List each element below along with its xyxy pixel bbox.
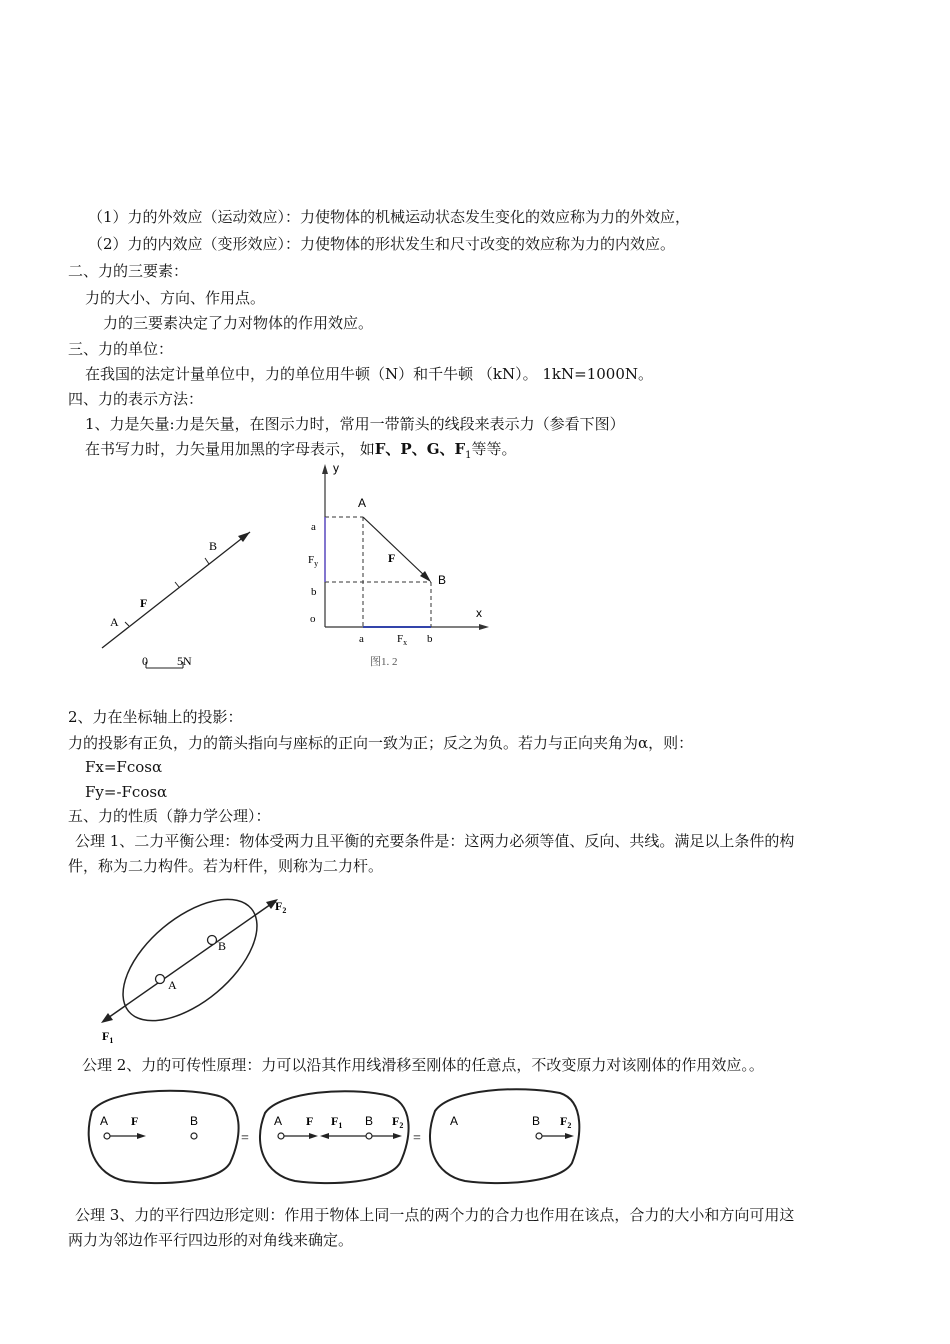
point-a-label: A <box>100 1114 109 1128</box>
scale-zero-label: 0 <box>142 654 148 668</box>
force-f2-label <box>392 1114 403 1130</box>
text-line: 公理 2、力的可传性原理：力可以沿其作用线滑移至刚体的任意点，不改变原力对该刚体的作用效应。。 <box>82 1056 764 1074</box>
f2-letter: F <box>392 1114 400 1128</box>
point-a-label: A <box>110 615 119 629</box>
projection-figure <box>300 460 495 670</box>
force-f1-label <box>331 1114 342 1130</box>
text-line: 两力为邻边作平行四边形的对角线来确定。 <box>68 1231 354 1249</box>
text-span: 在书写力时，力矢量用加黑的字母表示， 如 <box>85 440 375 458</box>
point-b-label: B <box>218 939 227 953</box>
point-b-label: B <box>438 573 447 587</box>
text-span: 等等。 <box>471 440 517 458</box>
transmissibility-figure <box>80 1083 590 1189</box>
text-line: （1）力的外效应（运动效应）：力使物体的机械运动状态发生变化的效应称为力的外效应， <box>88 208 691 226</box>
point-b-label: B <box>532 1114 541 1128</box>
text-line: 件，称为二力构件。若为杆件，则称为二力杆。 <box>68 857 384 875</box>
fy-label <box>308 554 318 568</box>
text-line: 2、力在坐标轴上的投影： <box>68 708 243 726</box>
formula: Fy=-Fcosα <box>85 783 168 801</box>
point-a-label: A <box>358 496 367 510</box>
text-line: 公理 3、力的平行四边形定则：作用于物体上同一点的两个力的合力也作用在该点，合力的大小和方向可用这 <box>75 1206 795 1224</box>
section-heading: 三、力的单位： <box>68 340 174 358</box>
f1-letter: F <box>102 1029 110 1043</box>
point-a-label: A <box>274 1114 283 1128</box>
text-line: 1、力是矢量:力是矢量，在图示力时，常用一带箭头的线段来表示力（参看下图） <box>85 415 625 433</box>
origin-label: o <box>310 613 316 625</box>
text-line: 力的三要素决定了力对物体的作用效应。 <box>103 314 374 332</box>
f2-sub: 2 <box>399 1121 404 1130</box>
f2-letter: F <box>560 1114 568 1128</box>
x-axis-label: x <box>476 606 482 620</box>
section-heading: 二、力的三要素： <box>68 262 189 280</box>
point-a-label: A <box>450 1114 459 1128</box>
force-f-label: F <box>140 596 148 610</box>
f2-sub: 2 <box>282 906 287 915</box>
two-force-member-figure <box>90 888 300 1046</box>
force-f2-label <box>560 1114 571 1130</box>
f1-sub: 1 <box>109 1036 114 1045</box>
point-b-label: B <box>209 539 218 553</box>
text-line: （2）力的内效应（变形效应）：力使物体的形状发生和尺寸改变的效应称为力的内效应。 <box>88 235 676 253</box>
fx-label <box>397 633 407 647</box>
point-b-label: B <box>365 1114 374 1128</box>
force-f-label: F <box>388 551 396 565</box>
tick-a: a <box>359 633 364 645</box>
tick-a-prime: a <box>311 521 316 533</box>
force-f-label: F <box>306 1114 314 1128</box>
bold-symbols: F、P、G、F <box>374 440 466 458</box>
f2-sub: 2 <box>567 1121 572 1130</box>
equals-sign: = <box>413 1131 421 1146</box>
force-f1-label <box>102 1029 113 1045</box>
fy-letter: F <box>308 554 315 566</box>
subscript: 1 <box>465 450 472 461</box>
force-f-label: F <box>131 1114 139 1128</box>
point-b-label: B <box>190 1114 199 1128</box>
force-vector-figure <box>95 522 265 677</box>
formula: Fx=Fcosα <box>85 758 163 776</box>
y-axis-label: y <box>333 461 339 475</box>
text-line: 力的大小、方向、作用点。 <box>85 289 266 307</box>
force-f2-label <box>275 899 286 915</box>
section-heading: 四、力的表示方法： <box>68 390 204 408</box>
fy-sub: y <box>314 559 319 568</box>
text-line: 力的投影有正负，力的箭头指向与座标的正向一致为正；反之为负。若力与正向夹角为α，则： <box>68 734 694 752</box>
tick-b-prime: b <box>311 586 317 598</box>
figure-caption: 图1. 2 <box>370 656 398 668</box>
text-line: 公理 1、二力平衡公理：物体受两力且平衡的充要条件是：这两力必须等值、反向、共线。满足以上条件的构 <box>75 832 795 850</box>
f1-letter: F <box>331 1114 339 1128</box>
point-a-label: A <box>168 978 177 992</box>
equals-sign: = <box>241 1131 249 1146</box>
f2-letter: F <box>275 899 283 913</box>
tick-b: b <box>427 633 433 645</box>
fx-letter: F <box>397 633 404 645</box>
section-heading: 五、力的性质（静力学公理）： <box>68 807 271 825</box>
text-line: 在我国的法定计量单位中，力的单位用牛顿（N）和千牛顿 （kN）。 1kN=1000N。 <box>85 365 654 383</box>
fx-sub: x <box>403 638 408 647</box>
f1-sub: 1 <box>338 1121 343 1130</box>
scale-5n-label: 5N <box>177 654 192 668</box>
